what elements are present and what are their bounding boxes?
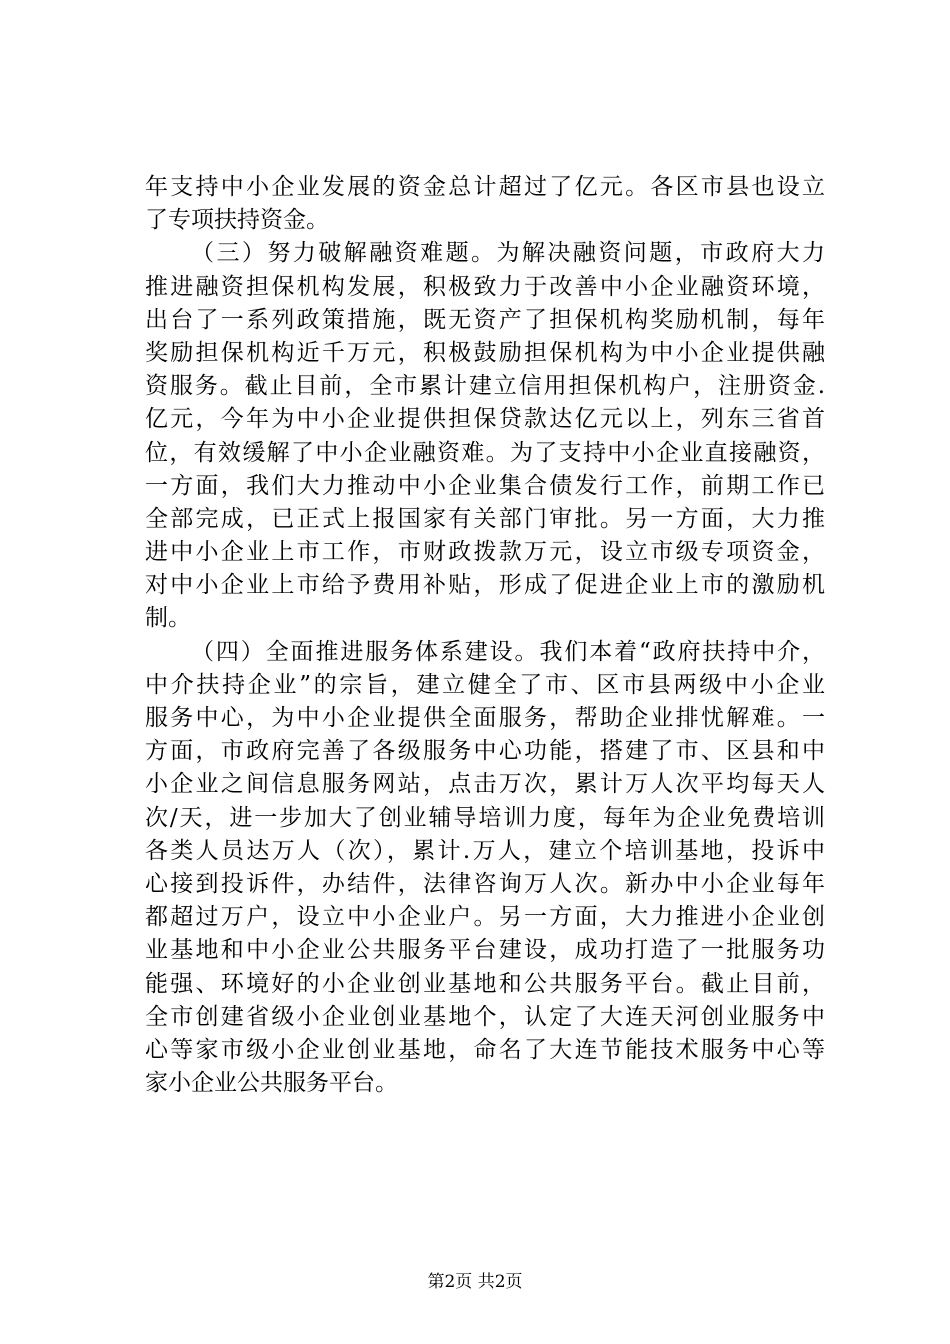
- text-line: 位，有效缓解了中小企业融资难。为了支持中小企业直接融资，: [145, 439, 825, 466]
- text-line: 出台了一系列政策措施，既无资产了担保机构奖励机制，每年: [145, 306, 825, 333]
- text-line: 各类人员达万人（次），累计.万人，建立个培训基地，投诉中: [145, 837, 825, 864]
- text-line: 全市创建省级小企业创业基地个，认定了大连天河创业服务中: [145, 1003, 825, 1030]
- text-line: 一方面，我们大力推动中小企业集合债发行工作，前期工作已: [145, 472, 825, 499]
- text-line: 制。: [145, 605, 191, 632]
- text-line: 业基地和中小企业公共服务平台建设，成功打造了一批服务功: [145, 937, 825, 964]
- text-line: 奖励担保机构近千万元，积极鼓励担保机构为中小企业提供融: [145, 339, 825, 366]
- text-line: 进中小企业上市工作，市财政拨款万元，设立市级专项资金，: [145, 539, 825, 566]
- text-line: 年支持中小企业发展的资金总计超过了亿元。各区市县也设立: [145, 174, 825, 200]
- text-line: 对中小企业上市给予费用补贴，形成了促进企业上市的激励机: [145, 572, 825, 599]
- text-line: 小企业之间信息服务网站，点击万次，累计万人次平均每天人: [145, 771, 825, 798]
- text-line: 都超过万户，设立中小企业户。另一方面，大力推进小企业创: [145, 904, 825, 931]
- text-line: 服务中心，为中小企业提供全面服务，帮助企业排忧解难。一: [145, 705, 825, 731]
- text-line: 了专项扶持资金。: [145, 207, 329, 234]
- text-line: （四）全面推进服务体系建设。我们本着“政府扶持中介，: [191, 638, 825, 665]
- text-line: 资服务。截止目前，全市累计建立信用担保机构户，注册资金.: [145, 373, 825, 400]
- text-line: 推进融资担保机构发展，积极致力于改善中小企业融资环境，: [145, 273, 825, 300]
- text-line: 方面，市政府完善了各级服务中心功能，搭建了市、区县和中: [145, 738, 825, 765]
- document-body: [145, 171, 825, 1100]
- text-line: 全部完成，已正式上报国家有关部门审批。另一方面，大力推: [145, 505, 825, 532]
- text-line: 家小企业公共服务平台。: [145, 1070, 398, 1097]
- text-line: 中介扶持企业”的宗旨，建立健全了市、区市县两级中小企业: [145, 671, 825, 698]
- text-line: （三）努力破解融资难题。为解决融资问题，市政府大力: [191, 240, 825, 267]
- text-line: 次/天，进一步加大了创业辅导培训力度，每年为企业免费培训: [145, 804, 825, 831]
- text-line: 能强、环境好的小企业创业基地和公共服务平台。截止目前，: [145, 970, 825, 997]
- text-line: 心接到投诉件，办结件，法律咨询万人次。新办中小企业每年: [145, 870, 825, 897]
- text-line: 亿元，今年为中小企业提供担保贷款达亿元以上，列东三省首: [145, 406, 825, 433]
- text-line: 心等家市级小企业创业基地，命名了大连节能技术服务中心等: [145, 1036, 825, 1063]
- page-footer: 第2页 共2页: [427, 1272, 523, 1292]
